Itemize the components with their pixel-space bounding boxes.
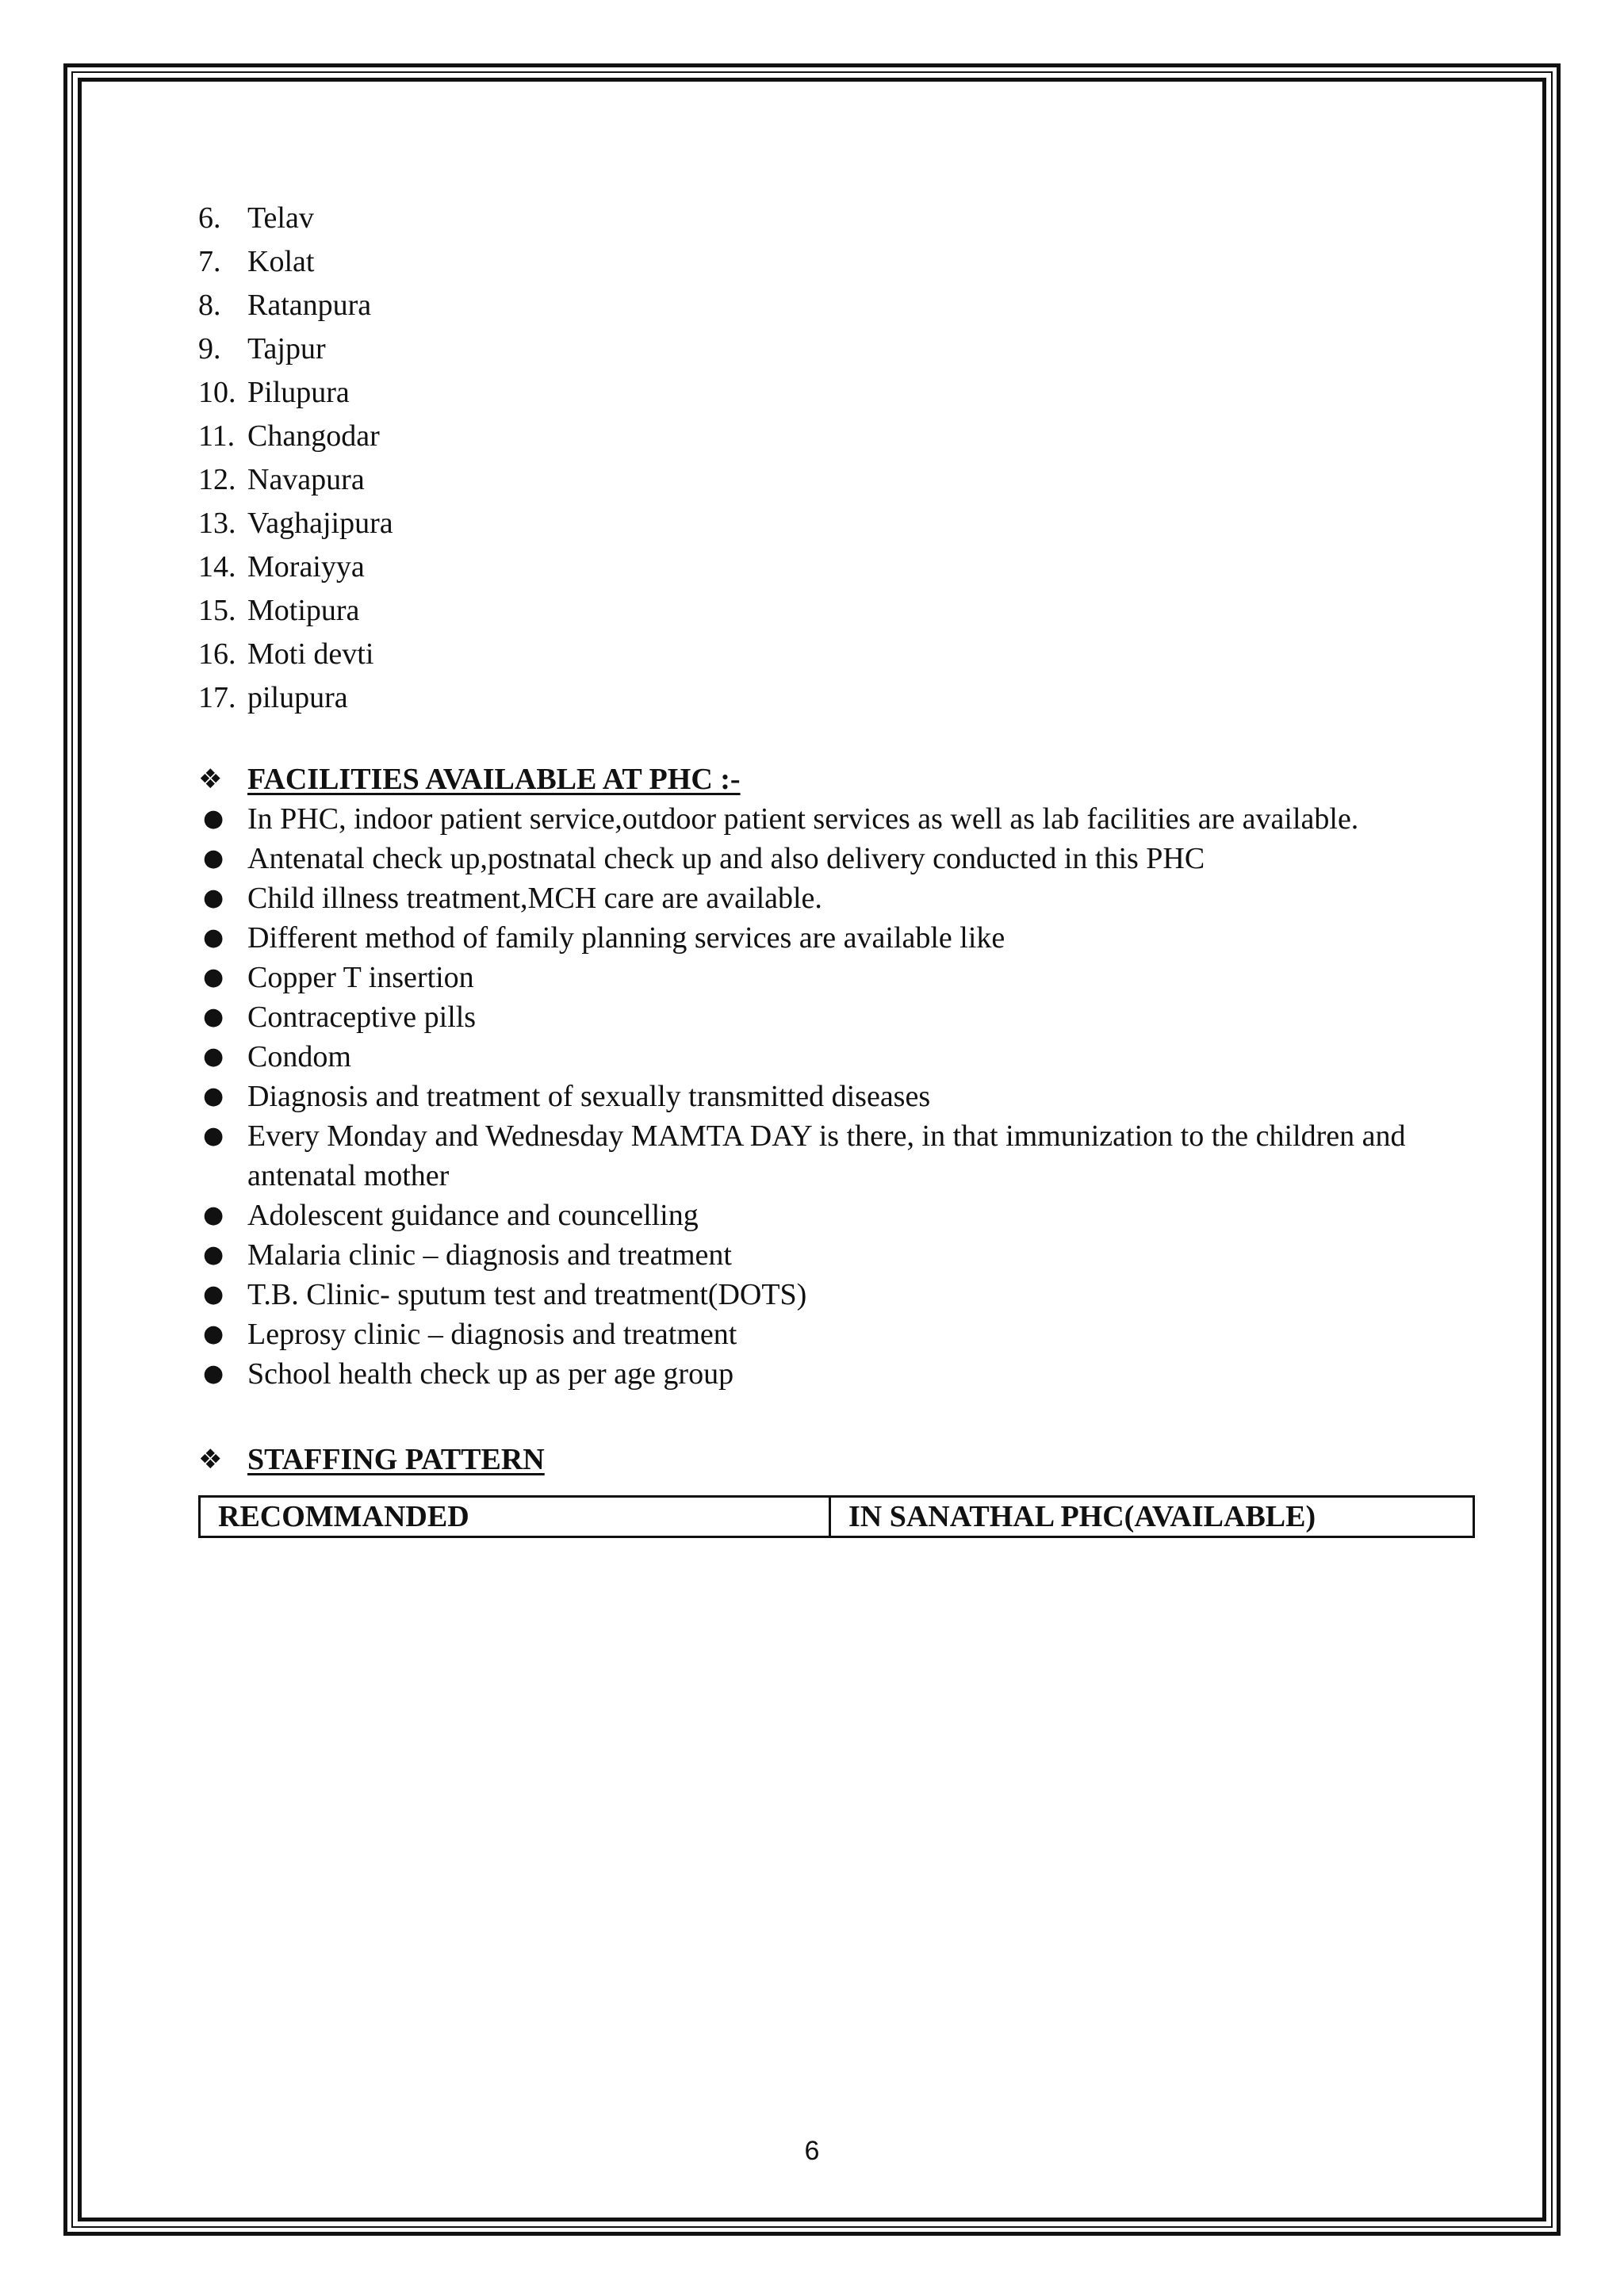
bullet-icon: ●	[203, 884, 224, 912]
item-text: Copper T insertion	[247, 961, 474, 994]
item-number: 9.	[198, 332, 221, 365]
item-text: Child illness treatment,MCH care are available.	[247, 882, 822, 915]
item-text: Diagnosis and treatment of sexually transmitted diseases	[247, 1080, 931, 1113]
page-number: 6	[804, 2136, 820, 2166]
bullet-icon: ●	[203, 1320, 224, 1348]
item-text: T.B. Clinic- sputum test and treatment(DOTS)	[247, 1278, 807, 1311]
bullet-icon: ●	[203, 963, 224, 991]
diamond-bullet-icon: ❖	[198, 1444, 223, 1475]
list-item	[198, 502, 1475, 545]
bullet-icon: ●	[203, 844, 224, 872]
list-item	[198, 240, 1475, 284]
item-text: Every Monday and Wednesday MAMTA DAY is there, in that immunization to the children and antenatal mother	[247, 1119, 1406, 1192]
bullet-icon: ●	[203, 924, 224, 951]
facilities-list	[198, 799, 1475, 1394]
list-item	[198, 1116, 1475, 1196]
list-item	[198, 958, 1475, 997]
item-text: School health check up as per age group	[247, 1357, 734, 1391]
list-item	[198, 1037, 1475, 1077]
item-number: 17.	[198, 681, 236, 714]
item-text: Malaria clinic – diagnosis and treatment	[247, 1238, 732, 1272]
item-text: Adolescent guidance and councelling	[247, 1199, 699, 1232]
bullet-icon: ●	[203, 1122, 224, 1150]
page-content	[198, 197, 1475, 1538]
list-item	[198, 1275, 1475, 1314]
list-item	[198, 799, 1475, 839]
bullet-icon: ●	[203, 1043, 224, 1070]
item-text: Contraceptive pills	[247, 1001, 477, 1034]
list-item	[198, 327, 1475, 371]
item-text: Kolat	[247, 245, 315, 278]
item-text: Antenatal check up,postnatal check up and also delivery conducted in this PHC	[247, 842, 1205, 875]
list-item	[198, 545, 1475, 589]
item-text: Moti devti	[247, 637, 374, 671]
item-text: Navapura	[247, 463, 365, 496]
item-text: In PHC, indoor patient service,outdoor patient services as well as lab facilities are available.	[247, 802, 1359, 836]
bullet-icon: ●	[203, 1003, 224, 1031]
village-list	[198, 197, 1475, 720]
list-item	[198, 1077, 1475, 1116]
bullet-icon: ●	[203, 1241, 224, 1269]
bullet-icon: ●	[203, 805, 224, 832]
section-title: STAFFING PATTERN	[247, 1443, 545, 1476]
list-item	[198, 878, 1475, 918]
staffing-heading	[198, 1440, 1475, 1479]
item-text: Vaghajipura	[247, 507, 393, 540]
bullet-icon: ●	[203, 1280, 224, 1308]
item-text: Leprosy clinic – diagnosis and treatment	[247, 1318, 737, 1351]
bullet-icon: ●	[203, 1201, 224, 1229]
list-item	[198, 676, 1475, 720]
item-text: Telav	[247, 201, 314, 235]
item-number: 16.	[198, 637, 236, 671]
item-number: 8.	[198, 289, 221, 322]
item-text: Motipura	[247, 594, 360, 627]
list-item	[198, 458, 1475, 502]
table-header-row	[200, 1497, 1474, 1537]
list-item	[198, 1196, 1475, 1235]
list-item	[198, 415, 1475, 458]
item-text: Condom	[247, 1040, 351, 1073]
item-number: 11.	[198, 419, 236, 453]
column-header-available: IN SANATHAL PHC(AVAILABLE)	[830, 1497, 1474, 1537]
list-item	[198, 918, 1475, 958]
bullet-icon: ●	[203, 1082, 224, 1110]
item-number: 6.	[198, 201, 221, 235]
list-item	[198, 633, 1475, 676]
item-text: Different method of family planning services are available like	[247, 921, 1005, 955]
bullet-icon: ●	[203, 1360, 224, 1387]
staffing-table	[198, 1495, 1475, 1538]
item-number: 14.	[198, 550, 236, 584]
item-number: 12.	[198, 463, 236, 496]
item-text: Pilupura	[247, 376, 350, 409]
list-item	[198, 997, 1475, 1037]
column-header-recommended: RECOMMANDED	[200, 1497, 830, 1537]
list-item	[198, 1314, 1475, 1354]
item-text: Tajpur	[247, 332, 326, 365]
item-number: 10.	[198, 376, 236, 409]
list-item	[198, 1235, 1475, 1275]
list-item	[198, 839, 1475, 878]
item-text: Moraiyya	[247, 550, 365, 584]
section-title: FACILITIES AVAILABLE AT PHC :-	[247, 763, 741, 796]
list-item	[198, 371, 1475, 415]
item-number: 15.	[198, 594, 236, 627]
item-number: 7.	[198, 245, 221, 278]
list-item	[198, 284, 1475, 327]
diamond-bullet-icon: ❖	[198, 763, 223, 795]
item-text: Ratanpura	[247, 289, 372, 322]
item-text: pilupura	[247, 681, 348, 714]
item-text: Changodar	[247, 419, 380, 453]
item-number: 13.	[198, 507, 236, 540]
list-item	[198, 197, 1475, 240]
facilities-heading	[198, 760, 1475, 799]
list-item	[198, 589, 1475, 633]
list-item	[198, 1354, 1475, 1394]
